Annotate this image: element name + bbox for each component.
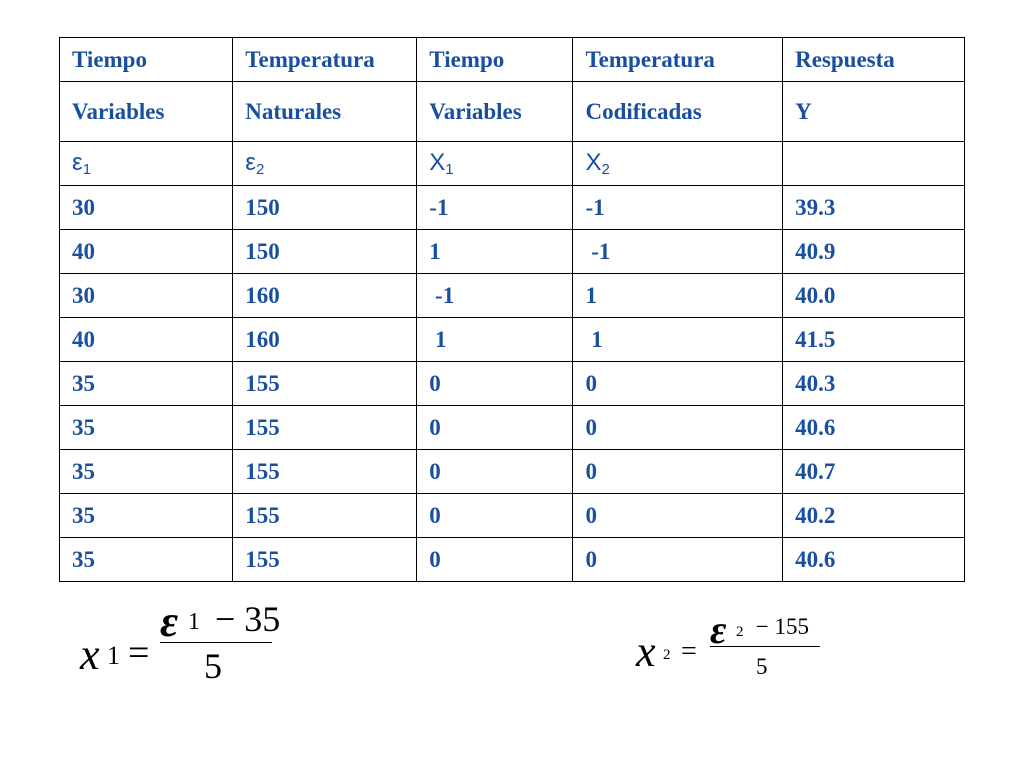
table-row: [60, 538, 965, 582]
table-cell: 41.5: [783, 318, 965, 362]
formula-x1-numerator-rest: − 35: [206, 599, 281, 639]
table-cell: 1: [417, 318, 573, 362]
symbol-cell: [60, 142, 233, 186]
table-cell: Variables: [60, 82, 233, 142]
table-cell: 30: [60, 186, 233, 230]
formula-x2: [636, 608, 836, 688]
table-cell: 150: [233, 186, 417, 230]
symbol-base: X: [585, 149, 602, 176]
table-cell: 0: [417, 362, 573, 406]
table-cell: Y: [783, 82, 965, 142]
symbol-cell: [233, 142, 417, 186]
table-cell: 35: [60, 406, 233, 450]
table-cell: 40.0: [783, 274, 965, 318]
table-row: [60, 186, 965, 230]
table-cell: -1: [573, 230, 783, 274]
symbol-subscript: 2: [256, 161, 265, 178]
table-cell: 40.3: [783, 362, 965, 406]
table-row: [60, 274, 965, 318]
table-cell: 155: [233, 538, 417, 582]
formula-x1-lhs-subscript: 1: [107, 641, 120, 670]
table-cell: 40.7: [783, 450, 965, 494]
table-cell: 0: [573, 538, 783, 582]
table-cell: 160: [233, 318, 417, 362]
table-cell: -1: [417, 274, 573, 318]
formula-x2-lhs-subscript: 2: [663, 647, 671, 663]
table-cell: -1: [417, 186, 573, 230]
table-cell: 1: [573, 274, 783, 318]
formula-x1-lhs-variable: x: [80, 630, 100, 679]
table-cell: Tiempo: [417, 38, 573, 82]
formula-x1-denominator: 5: [204, 646, 222, 686]
formula-x2-equals: =: [681, 636, 697, 667]
symbol-base: ε: [72, 149, 83, 176]
table-cell: 0: [417, 450, 573, 494]
symbol-cell: [573, 142, 783, 186]
coded-variables-table: [59, 37, 965, 582]
header-row-2: [60, 82, 965, 142]
symbol-base: ε: [245, 149, 256, 176]
header-row-1: [60, 38, 965, 82]
table-cell: 40.9: [783, 230, 965, 274]
table-cell: Temperatura: [573, 38, 783, 82]
table-cell: Variables: [417, 82, 573, 142]
table-row: [60, 450, 965, 494]
table-row: [60, 318, 965, 362]
formula-x2-fraction-bar: [710, 646, 820, 647]
formula-x2-denominator: 5: [756, 654, 768, 679]
table-row: [60, 230, 965, 274]
table-cell: 40.2: [783, 494, 965, 538]
table-cell: 0: [417, 406, 573, 450]
table-cell: 40.6: [783, 406, 965, 450]
table-cell: 35: [60, 538, 233, 582]
table-cell: 160: [233, 274, 417, 318]
formula-x1-numerator-epsilon: ε: [160, 597, 179, 646]
table-cell: 30: [60, 274, 233, 318]
table-row: [60, 494, 965, 538]
table-cell: 0: [573, 362, 783, 406]
table-cell: 155: [233, 406, 417, 450]
symbol-cell: [417, 142, 573, 186]
table-cell: 155: [233, 362, 417, 406]
formula-x1-fraction-bar: [160, 642, 272, 643]
table-cell: 40.6: [783, 538, 965, 582]
table-cell: 0: [417, 538, 573, 582]
table-cell: Respuesta: [783, 38, 965, 82]
table-cell: 1: [573, 318, 783, 362]
table-row: [60, 406, 965, 450]
table-row: [60, 362, 965, 406]
formula-x2-numerator-epsilon: ε: [710, 607, 727, 652]
symbol-subscript: 1: [82, 161, 92, 178]
table-cell: 40: [60, 230, 233, 274]
table-cell: 155: [233, 450, 417, 494]
table-cell: Codificadas: [573, 82, 783, 142]
symbol-base: X: [429, 149, 446, 176]
symbol-subscript: 2: [601, 161, 610, 178]
formula-x1: [80, 595, 290, 690]
formula-x2-numerator-subscript: 2: [736, 624, 744, 640]
table-cell: 40: [60, 318, 233, 362]
formula-x1-equals: =: [128, 632, 150, 674]
table-cell: 155: [233, 494, 417, 538]
symbol-row: [60, 142, 965, 186]
table-cell: 150: [233, 230, 417, 274]
table-cell: 35: [60, 450, 233, 494]
table-cell: 35: [60, 494, 233, 538]
table-cell: -1: [573, 186, 783, 230]
table-cell: 0: [573, 406, 783, 450]
table-cell: 0: [573, 494, 783, 538]
table-cell: 39.3: [783, 186, 965, 230]
table-cell: Tiempo: [60, 38, 233, 82]
formula-x1-numerator-subscript: 1: [188, 609, 200, 635]
formula-x2-numerator-rest: − 155: [750, 614, 809, 639]
formula-x2-lhs-variable: x: [636, 627, 656, 676]
table-cell: 35: [60, 362, 233, 406]
table-cell: Naturales: [233, 82, 417, 142]
table-cell: 0: [573, 450, 783, 494]
table-cell: Temperatura: [233, 38, 417, 82]
table-cell: 1: [417, 230, 573, 274]
symbol-cell: [783, 142, 965, 186]
symbol-subscript: 1: [445, 161, 454, 178]
table-cell: 0: [417, 494, 573, 538]
